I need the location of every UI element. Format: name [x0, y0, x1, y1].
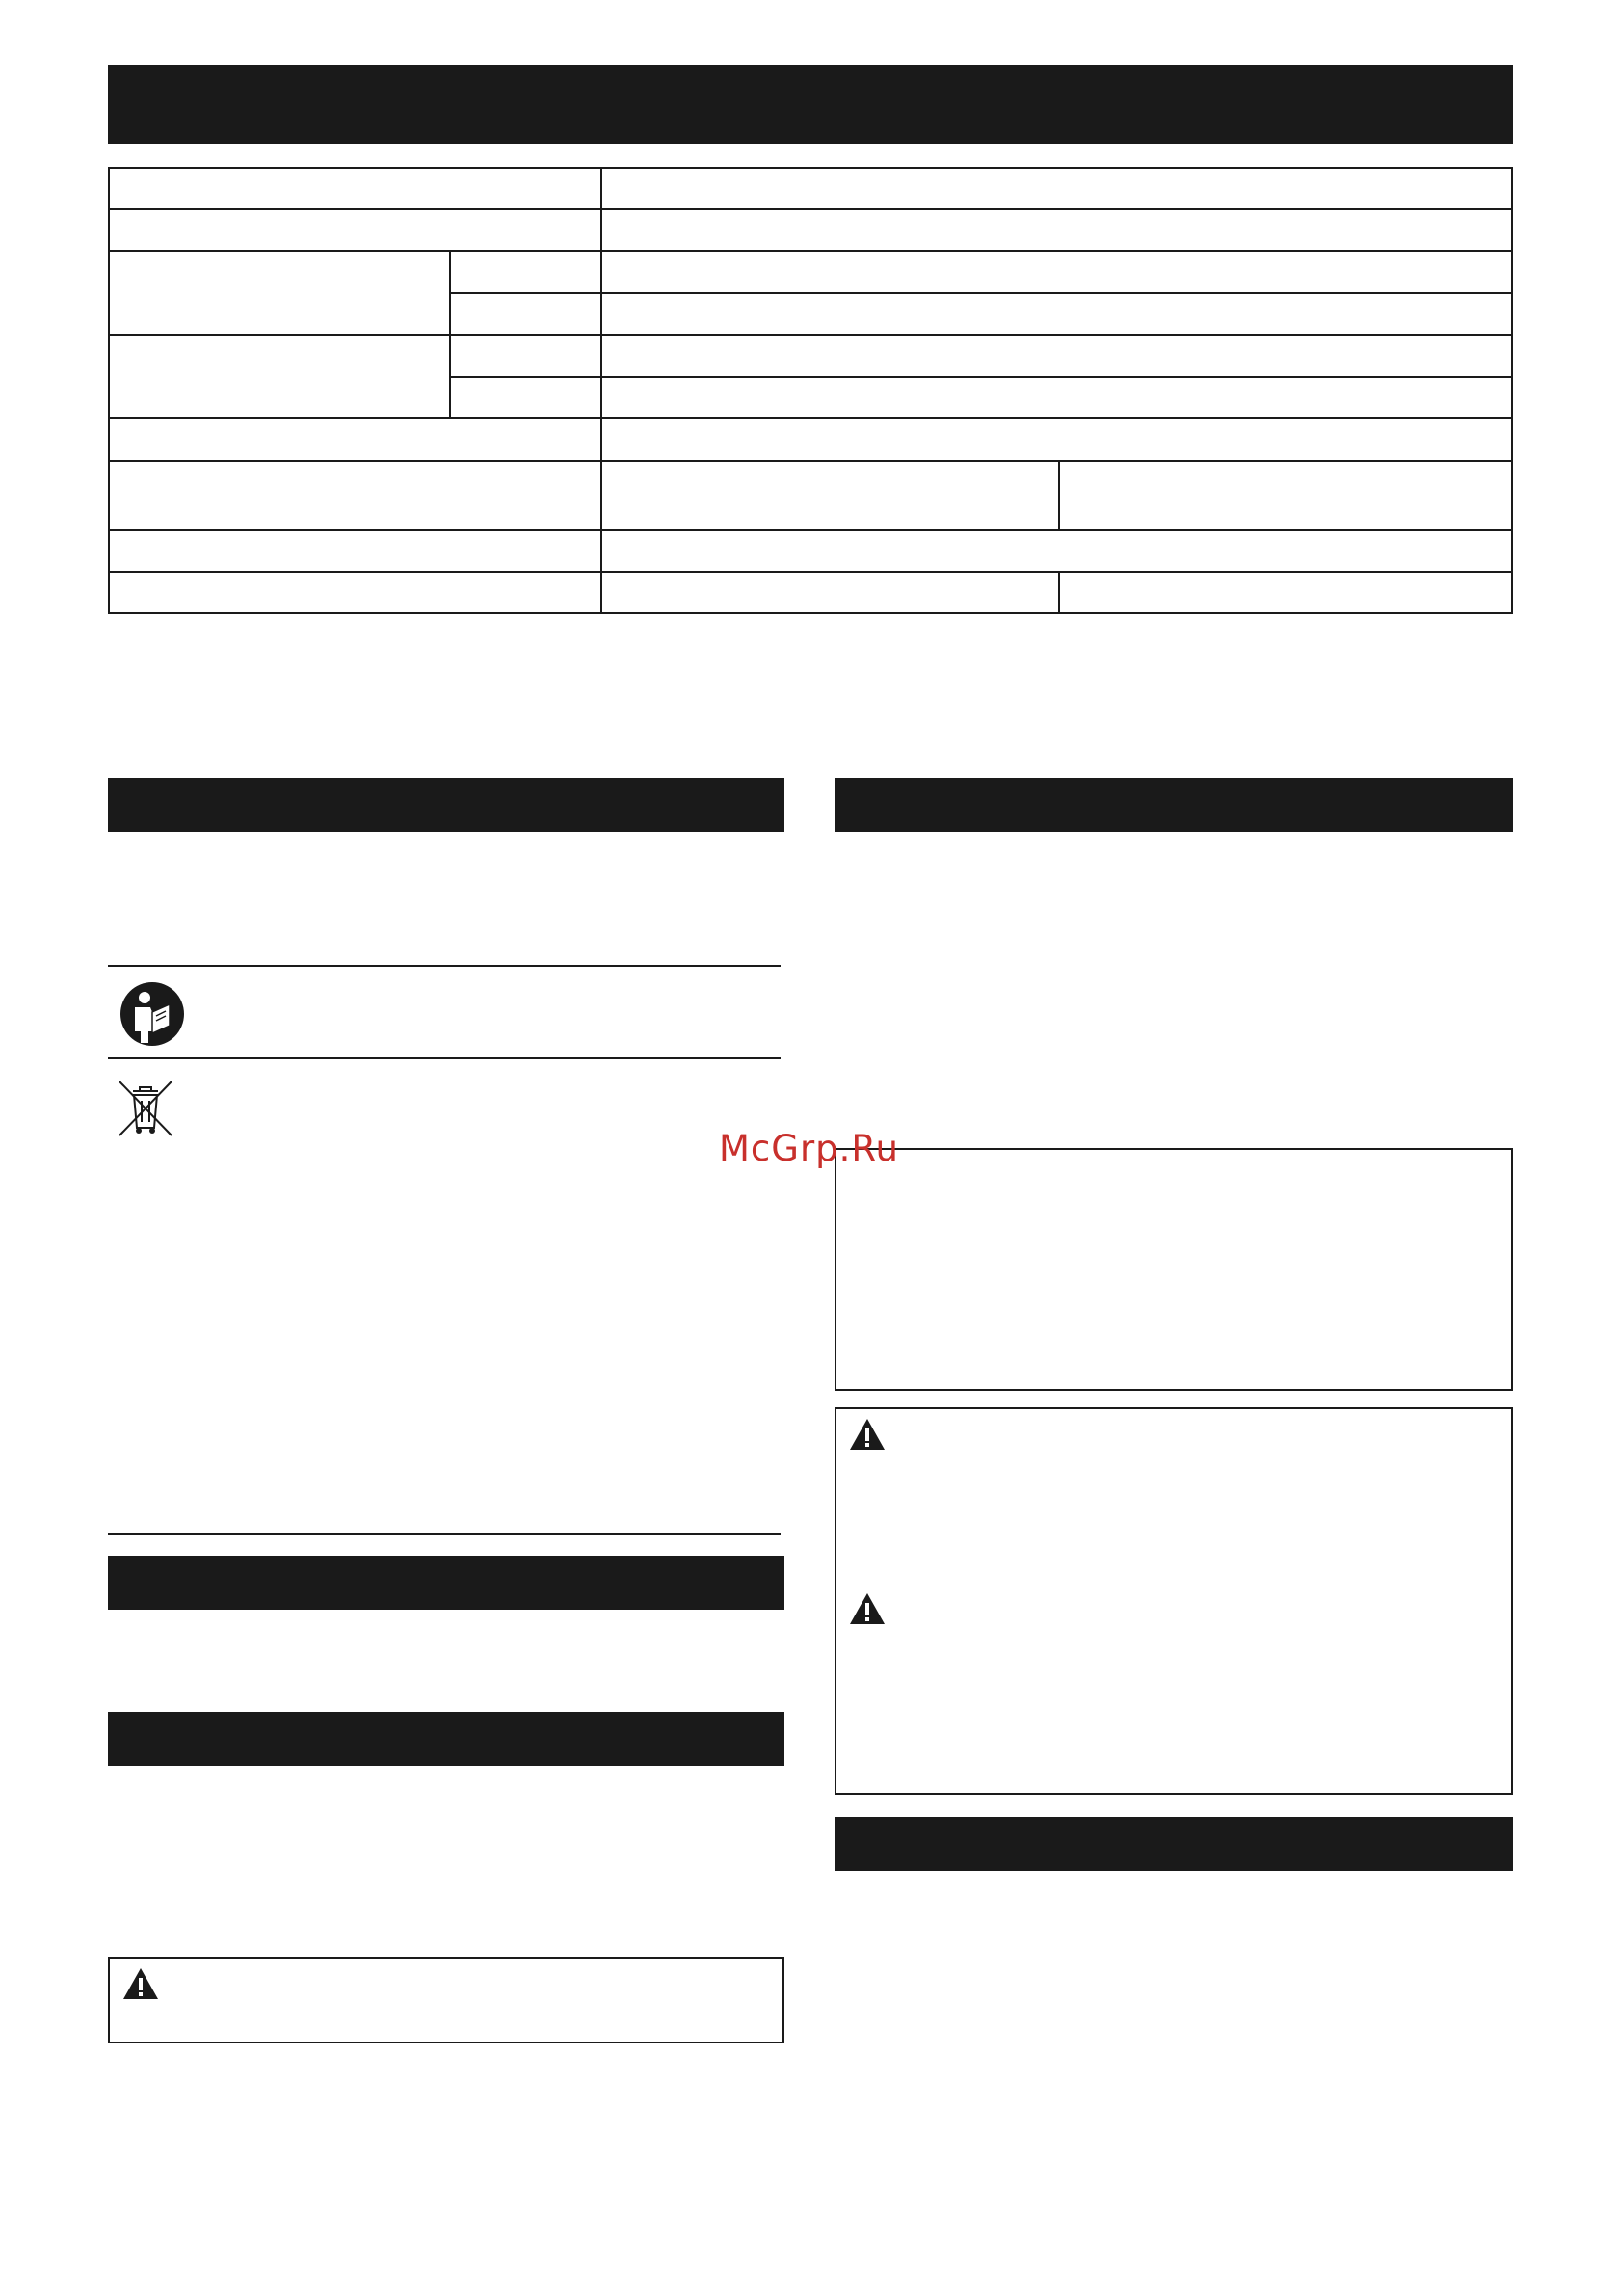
specifications-table-grid [108, 167, 1513, 614]
specifications-table [108, 167, 1513, 614]
section-bar-right-1 [835, 778, 1513, 832]
divider-left-1 [108, 965, 781, 967]
notice-box-right [835, 1148, 1513, 1391]
warning-triangle-icon [848, 1591, 887, 1626]
warning-triangle-icon [121, 1966, 160, 2001]
read-manual-icon [119, 981, 185, 1047]
divider-left-3 [108, 1533, 781, 1535]
section-bar-left-3 [108, 1712, 784, 1766]
crossed-out-bin-icon [116, 1078, 175, 1139]
watermark-text: McGrp.Ru [719, 1128, 899, 1169]
title-bar [108, 65, 1513, 144]
divider-left-2 [108, 1057, 781, 1059]
warning-box-right [835, 1407, 1513, 1795]
warning-box-left [108, 1957, 784, 2043]
section-bar-left-1 [108, 778, 784, 832]
section-bar-right-2 [835, 1817, 1513, 1871]
warning-triangle-icon [848, 1417, 887, 1452]
section-bar-left-2 [108, 1556, 784, 1610]
